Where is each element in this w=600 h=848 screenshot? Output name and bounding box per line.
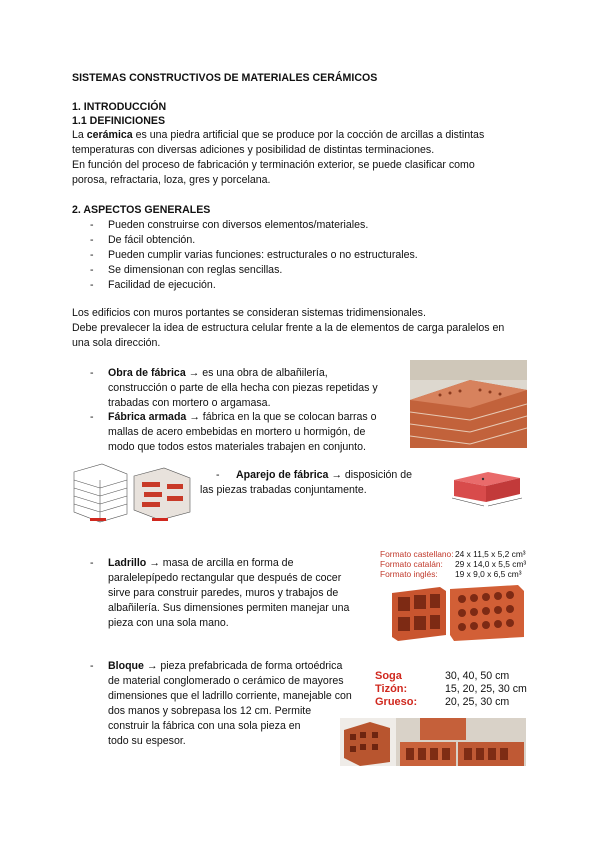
format-row: Formato castellano:24 x 11,5 x 5,2 cm³ xyxy=(380,549,526,559)
page-title: SISTEMAS CONSTRUCTIVOS DE MATERIALES CERÁMICOS xyxy=(72,72,378,84)
format-row: Formato inglés: 19 x 9,0 x 6,5 cm³ xyxy=(380,569,522,579)
text: es una piedra artificial que se produce por la cocción de arcillas a distintas xyxy=(132,129,485,141)
text-line: todo su espesor. xyxy=(108,735,186,747)
text-line: de material conglomerado o cerámico de mayores xyxy=(108,675,344,687)
armada-item: - Fábrica armada → fábrica en la que se colocan barras o xyxy=(90,411,377,423)
list-item: - De fácil obtención. xyxy=(90,234,196,246)
list-item: - Pueden cumplir varias funciones: estructurales o no estructurales. xyxy=(90,249,418,261)
text-line: construcción o parte de ella hecha con piezas repetidas y xyxy=(108,382,378,394)
text-line: Debe prevalecer la idea de estructura celular frente a la de elementos de carga paralelos en xyxy=(72,322,505,334)
dimension-row: Tizón: 15, 20, 25, 30 cm xyxy=(375,683,527,695)
aparejo-item: - Aparejo de fábrica → disposición de xyxy=(216,469,413,481)
section-2-heading: 2. ASPECTOS GENERALES xyxy=(72,204,211,216)
dimension-row: Soga 30, 40, 50 cm xyxy=(375,670,510,682)
text-line: paralelepípedo rectangular que después de cocer xyxy=(108,572,342,584)
term-fabrica-armada: Fábrica armada xyxy=(108,411,187,423)
text-line: las piezas trabadas conjuntamente. xyxy=(200,484,367,496)
text-line: albañilería. Sus dimensiones permiten manejar una xyxy=(108,602,350,614)
section-1-heading: 1. INTRODUCCIÓN xyxy=(72,101,167,113)
definition-paragraph xyxy=(72,128,484,142)
dimension-row: Grueso: 20, 25, 30 cm xyxy=(375,696,510,708)
term-ladrillo: Ladrillo xyxy=(108,557,147,569)
brick-wall-photo xyxy=(410,360,527,448)
list-item: - Pueden construirse con diversos elementos/materiales. xyxy=(90,219,369,231)
text-line: dos manos y sobrepasa los 12 cm. Permite xyxy=(108,705,312,717)
text: La xyxy=(72,129,87,141)
text-line: dimensiones que el ladrillo corriente, manejable con xyxy=(108,690,352,702)
text-line: pieza con una sola mano. xyxy=(108,617,229,629)
text-line: En función del proceso de fabricación y terminación exterior, se puede clasificar como xyxy=(72,159,475,171)
text-line: porosa, refractaria, loza, gres y porcelana. xyxy=(72,174,271,186)
text-line: modo que todos estos materiales trabajen en conjunto. xyxy=(108,441,366,453)
term-obra-de-fabrica: Obra de fábrica xyxy=(108,367,186,379)
ladrillo-item: - Ladrillo → masa de arcilla en forma de xyxy=(90,557,294,569)
term-bloque: Bloque xyxy=(108,660,144,672)
term-aparejo: Aparejo de fábrica xyxy=(236,469,329,481)
text-line: trabadas con mortero o argamasa. xyxy=(108,397,271,409)
list-item: - Facilidad de ejecución. xyxy=(90,279,216,291)
format-row: Formato catalán: 29 x 14,0 x 5,5 cm³ xyxy=(380,559,527,569)
text-line: una sola dirección. xyxy=(72,337,161,349)
text-line: construir la fábrica con una sola pieza en xyxy=(108,720,301,732)
list-item: - Se dimensionan con reglas sencillas. xyxy=(90,264,283,276)
aparejo-drawings xyxy=(72,462,202,524)
text-line: mallas de acero embebidas en mortero u hormigón, de xyxy=(108,426,366,438)
text-line: sirve para construir paredes, muros y trabajos de xyxy=(108,587,339,599)
section-1-1-heading: 1.1 DEFINICIONES xyxy=(72,115,166,127)
obra-item: - Obra de fábrica → es una obra de albañilería, xyxy=(90,367,328,379)
bloque-item: - Bloque → pieza prefabricada de forma ortoédrica xyxy=(90,660,343,672)
hollow-bricks-photo xyxy=(390,583,526,643)
ceramic-blocks-photo xyxy=(340,718,526,766)
brick-diagram xyxy=(448,468,526,512)
term-ceramica: cerámica xyxy=(86,129,133,141)
text-line: temperaturas con diversas adiciones y posibilidad de distintas terminaciones. xyxy=(72,144,435,156)
text-line: Los edificios con muros portantes se consideran sistemas tridimensionales. xyxy=(72,307,426,319)
